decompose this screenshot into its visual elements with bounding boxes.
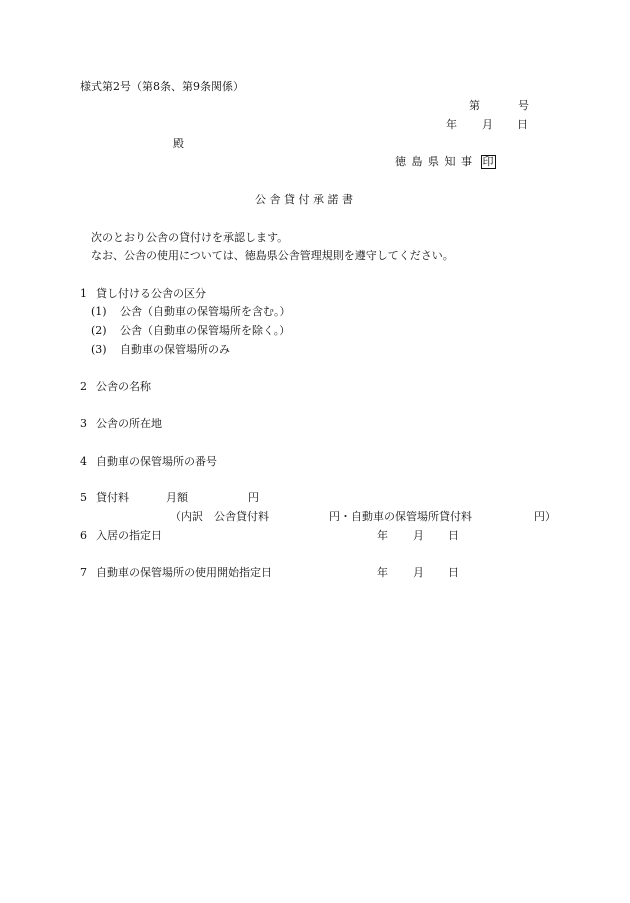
section-1-item-2-number: (2): [91, 324, 107, 337]
section-6-label: 入居の指定日: [96, 529, 162, 542]
section-6-month: 月: [413, 529, 424, 542]
section-4-number: 4: [80, 455, 87, 468]
section-3-number: 3: [80, 417, 87, 430]
date-month: 月: [482, 118, 493, 131]
section-4-label: 自動車の保管場所の番号: [96, 455, 217, 468]
section-1-item-3-text: 自動車の保管場所のみ: [120, 343, 230, 356]
section-5-monthly: 月額: [166, 491, 188, 504]
section-6-number: 6: [80, 529, 87, 542]
section-3-label: 公舎の所在地: [96, 417, 162, 430]
section-5-yen: 円: [248, 491, 259, 504]
seal-mark: 印: [482, 155, 494, 168]
section-1-item-1-text: 公舎（自動車の保管場所を含む。）: [120, 305, 291, 318]
section-7-number: 7: [80, 566, 87, 579]
section-6-day: 日: [448, 529, 459, 542]
section-2-label: 公舎の名称: [96, 380, 151, 393]
section-5-number: 5: [80, 491, 87, 504]
section-1-item-2-text: 公舎（自動車の保管場所を除く。）: [120, 324, 291, 337]
section-1-item-3-number: (3): [91, 343, 107, 356]
section-5-breakdown-open: （内訳 公舎貸付料: [170, 510, 269, 523]
section-1-number: 1: [80, 287, 87, 300]
intro-line-2: なお、公舎の使用については、徳島県公舎管理規則を遵守してください。: [91, 249, 454, 262]
section-2-number: 2: [80, 380, 87, 393]
document-title: 公 舎 貸 付 承 諾 書: [255, 193, 353, 206]
form-id: 様式第2号（第8条、第9条関係）: [80, 80, 244, 93]
number-prefix: 第: [469, 99, 480, 112]
section-7-label: 自動車の保管場所の使用開始指定日: [96, 566, 272, 579]
issuer-name: 徳 島 県 知 事: [395, 155, 473, 168]
section-5-label: 貸付料: [96, 491, 129, 504]
date-day: 日: [517, 118, 528, 131]
date-year: 年: [446, 118, 457, 131]
section-1-label: 貸し付ける公舎の区分: [96, 287, 206, 300]
section-7-month: 月: [413, 566, 424, 579]
section-7-day: 日: [448, 566, 459, 579]
issuer: [395, 155, 496, 169]
section-7-year: 年: [377, 566, 388, 579]
number-suffix: 号: [518, 99, 529, 112]
section-1-item-1-number: (1): [91, 305, 107, 318]
section-5-breakdown-close: 円）: [534, 510, 556, 523]
addressee-honorific: 殿: [173, 137, 184, 150]
intro-line-1: 次のとおり公舎の貸付けを承認します。: [91, 231, 289, 244]
section-6-year: 年: [377, 529, 388, 542]
section-5-breakdown-mid: 円・自動車の保管場所貸付料: [329, 510, 472, 523]
